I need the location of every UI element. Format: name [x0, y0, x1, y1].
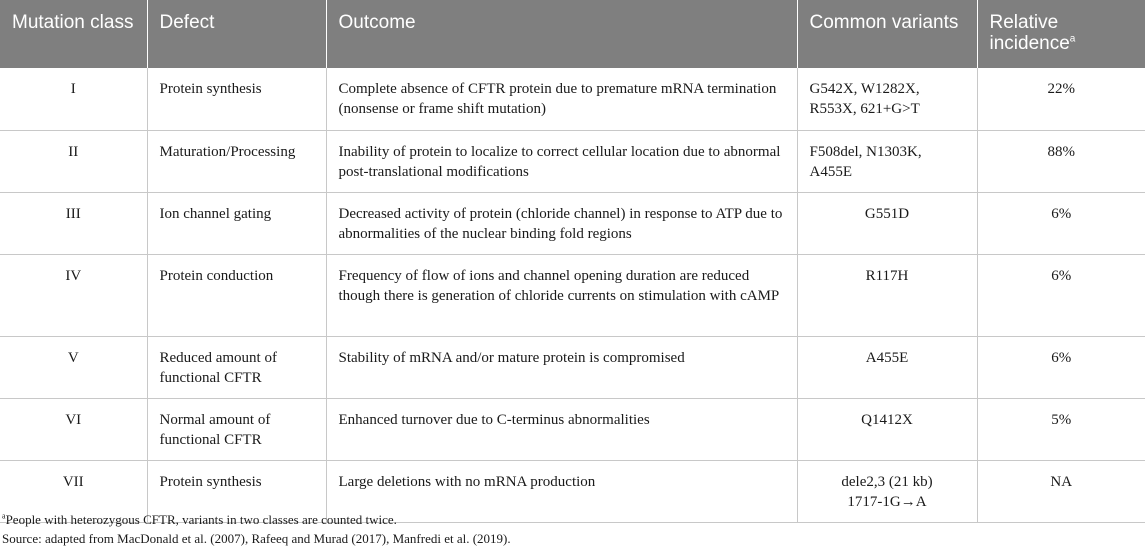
cell-class: III: [0, 192, 147, 254]
source-note: Source: adapted from MacDonald et al. (2007), Rafeeq and Murad (2017), Manfredi et al. (2019).: [2, 531, 511, 546]
header-outcome: Outcome: [326, 0, 797, 68]
table-row: [0, 130, 1145, 192]
cell-defect: Reduced amount of functional CFTR: [147, 336, 326, 398]
cell-outcome: Frequency of flow of ions and channel opening duration are reduced though there is generation of chloride currents on stimulation with cAMP: [326, 254, 797, 336]
cell-variants: R117H: [797, 254, 977, 336]
header-defect: Defect: [147, 0, 326, 68]
footnote: [2, 510, 511, 529]
table-row: [0, 68, 1145, 130]
cell-defect: Protein conduction: [147, 254, 326, 336]
cell-defect: Normal amount of functional CFTR: [147, 398, 326, 460]
header-relative-incidence-label: Relative incidence: [989, 12, 1070, 54]
header-common-variants: Common variants: [797, 0, 977, 68]
cell-class: I: [0, 68, 147, 130]
cell-variants: dele2,3 (21 kb) 1717-1G→A: [797, 460, 977, 522]
cell-outcome: Stability of mRNA and/or mature protein is compromised: [326, 336, 797, 398]
cell-incidence: 5%: [977, 398, 1145, 460]
cell-incidence: 88%: [977, 130, 1145, 192]
cell-variants: G551D: [797, 192, 977, 254]
table-notes: [0, 510, 511, 548]
table-row: [0, 398, 1145, 460]
cell-incidence: 22%: [977, 68, 1145, 130]
cell-incidence: 6%: [977, 254, 1145, 336]
header-incidence-footnote-marker: a: [1069, 33, 1076, 45]
cell-variants: Q1412X: [797, 398, 977, 460]
cell-defect: Protein synthesis: [147, 68, 326, 130]
header-relative-incidence: [977, 0, 1145, 68]
cell-class: IV: [0, 254, 147, 336]
cell-outcome: Inability of protein to localize to correct cellular location due to abnormal post-translational modifications: [326, 130, 797, 192]
cell-outcome: Complete absence of CFTR protein due to premature mRNA termination (nonsense or frame shift mutation): [326, 68, 797, 130]
cell-outcome: Enhanced turnover due to C-terminus abnormalities: [326, 398, 797, 460]
footnote-text: People with heterozygous CFTR, variants in two classes are counted twice.: [5, 512, 397, 527]
cell-class: VI: [0, 398, 147, 460]
cell-defect: Protein synthesis: [147, 460, 326, 522]
cell-variants: A455E: [797, 336, 977, 398]
cell-variants: G542X, W1282X, R553X, 621+G>T: [797, 68, 977, 130]
cell-class: II: [0, 130, 147, 192]
footnote-marker: a: [2, 511, 6, 521]
cell-variants: F508del, N1303K, A455E: [797, 130, 977, 192]
cell-outcome: Decreased activity of protein (chloride channel) in response to ATP due to abnormalities of the nuclear binding fold regions: [326, 192, 797, 254]
table-row: [0, 192, 1145, 254]
table-row: [0, 254, 1145, 336]
table-row: [0, 336, 1145, 398]
cell-class: VII: [0, 460, 147, 522]
cell-defect: Ion channel gating: [147, 192, 326, 254]
table-header-row: [0, 0, 1145, 68]
cell-outcome: Large deletions with no mRNA production: [326, 460, 797, 522]
header-mutation-class: Mutation class: [0, 0, 147, 68]
cell-incidence: 6%: [977, 192, 1145, 254]
cell-incidence: 6%: [977, 336, 1145, 398]
cell-incidence: NA: [977, 460, 1145, 522]
cell-class: V: [0, 336, 147, 398]
cell-defect: Maturation/Processing: [147, 130, 326, 192]
